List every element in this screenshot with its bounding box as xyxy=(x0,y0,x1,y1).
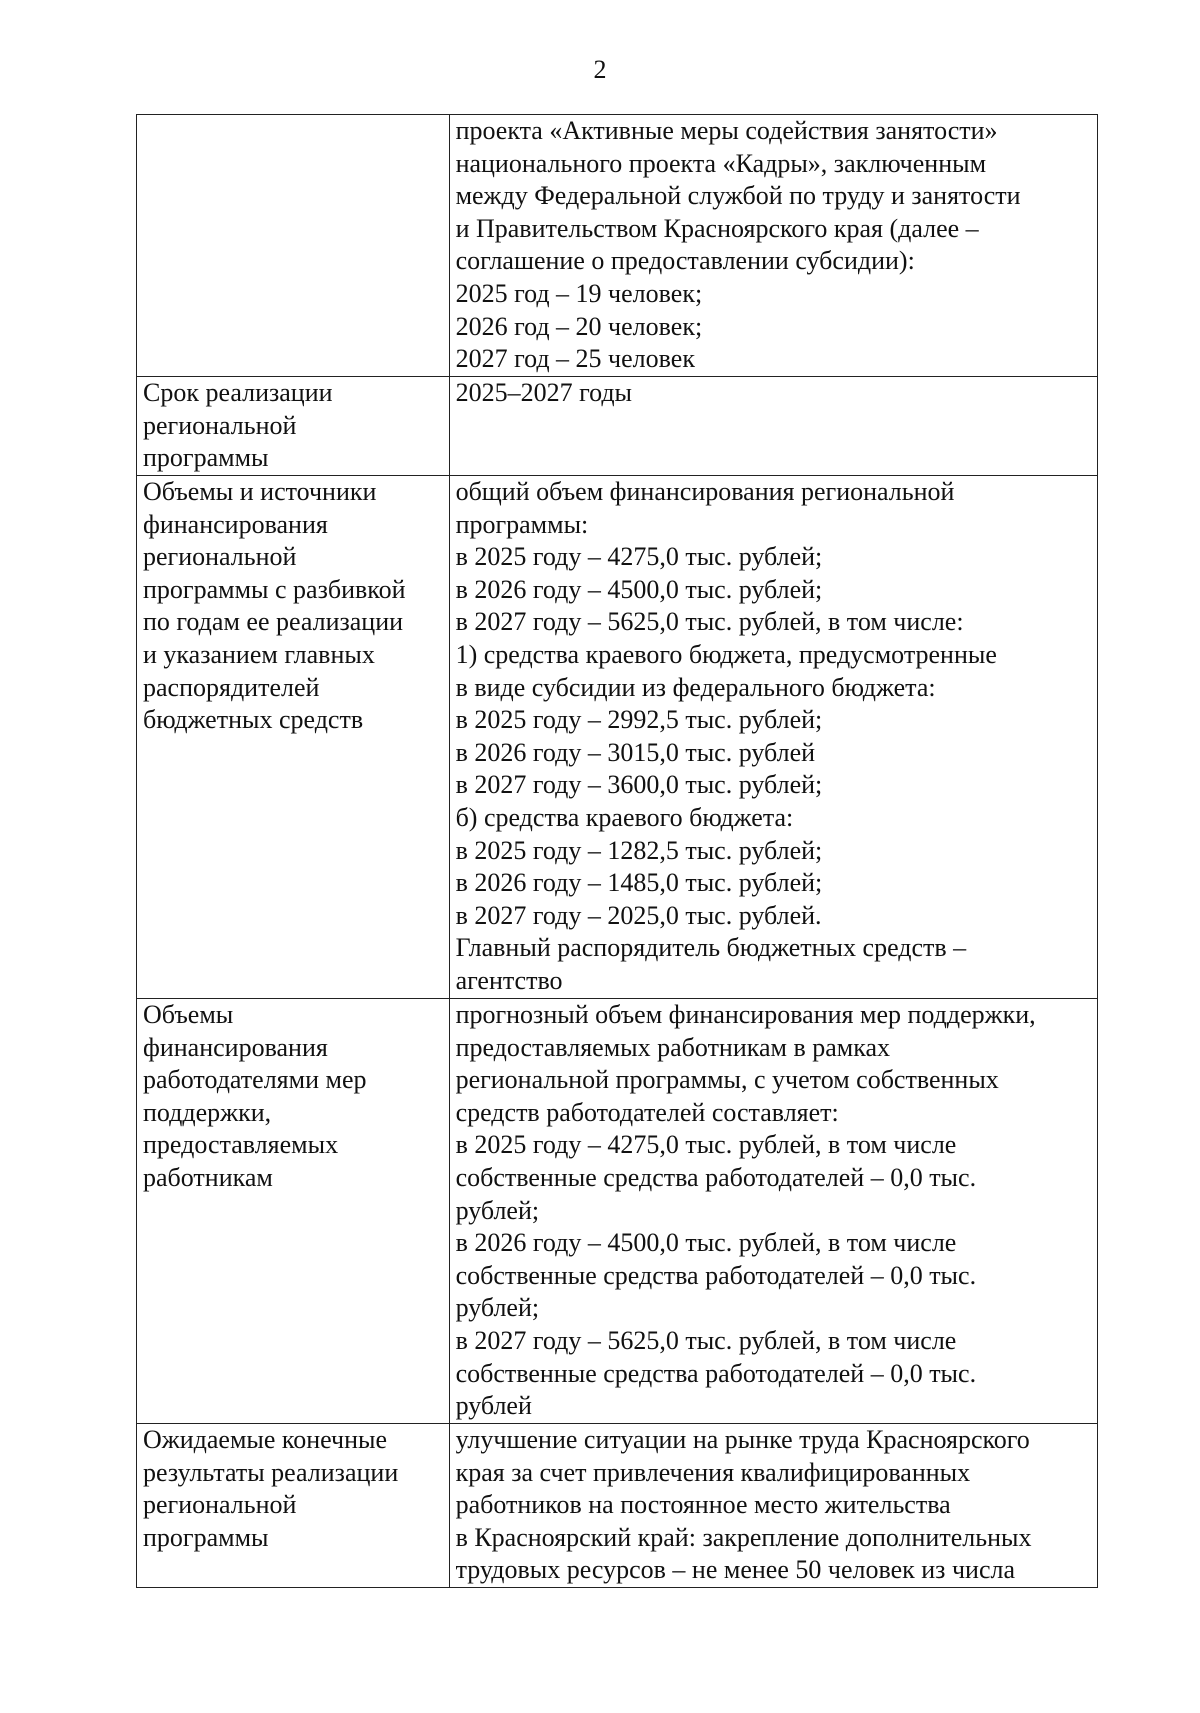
row-content-line: предоставляемых работникам в рамках xyxy=(455,1032,891,1062)
row-content-line: 2025–2027 годы xyxy=(455,378,633,407)
row-label-line: бюджетных средств xyxy=(143,705,364,735)
table-row xyxy=(137,1424,1098,1588)
row-label-line: программы xyxy=(143,1522,269,1552)
row-content-line: в 2027 году – 5625,0 тыс. рублей, в том числе xyxy=(455,1325,957,1355)
row-label-line: программы с разбивкой xyxy=(143,574,406,604)
row-content-line: соглашение о предоставлении субсидии): xyxy=(455,246,915,276)
table-row xyxy=(137,476,1098,999)
row-label-line: региональной xyxy=(143,542,297,572)
table-row xyxy=(137,377,1098,476)
row-label-line: финансирования xyxy=(143,509,328,539)
row-content-line: собственные средства работодателей – 0,0 тыс. xyxy=(455,1260,977,1290)
row-content-line: рублей xyxy=(455,1391,532,1421)
row-content-line: рублей; xyxy=(455,1293,540,1323)
row-content-line: б) средства краевого бюджета: xyxy=(455,802,794,832)
row-content-line: программы: xyxy=(455,509,589,539)
row-content-line: средств работодателей составляет: xyxy=(455,1097,839,1127)
row-content-line: работников на постоянное место жительства xyxy=(455,1490,951,1520)
row-content-line: в 2026 году – 3015,0 тыс. рублей xyxy=(455,737,816,767)
row-content-cell xyxy=(449,115,1097,377)
row-label-cell xyxy=(137,1424,450,1588)
row-content-line: общий объем финансирования региональной xyxy=(455,477,955,506)
row-content-line: между Федеральной службой по труду и занятости xyxy=(455,181,1021,211)
row-label-line: распорядителей xyxy=(143,672,320,702)
row-content-line: в 2027 году – 5625,0 тыс. рублей, в том числе: xyxy=(455,607,964,637)
passport-table xyxy=(136,114,1098,1588)
row-content-line: в 2027 году – 3600,0 тыс. рублей; xyxy=(455,770,823,800)
row-label-line: работникам xyxy=(143,1162,273,1192)
row-content-line: Главный распорядитель бюджетных средств – xyxy=(455,933,967,963)
row-content-line: края за счет привлечения квалифицированных xyxy=(455,1457,971,1487)
row-content-line: прогнозный объем финансирования мер поддержки, xyxy=(455,1000,1036,1029)
row-content-line: в 2027 году – 2025,0 тыс. рублей. xyxy=(455,900,822,930)
row-label-cell xyxy=(137,115,450,377)
row-content-line: собственные средства работодателей – 0,0 тыс. xyxy=(455,1162,977,1192)
row-label-line: финансирования xyxy=(143,1032,328,1062)
row-label-line: поддержки, xyxy=(143,1097,272,1127)
row-label-cell xyxy=(137,476,450,999)
row-content-line: в виде субсидии из федерального бюджета: xyxy=(455,672,936,702)
row-label-cell xyxy=(137,999,450,1424)
row-content-line: собственные средства работодателей – 0,0 тыс. xyxy=(455,1358,977,1388)
row-content-cell xyxy=(449,999,1097,1424)
table-row xyxy=(137,999,1098,1424)
row-content-line: проекта «Активные меры содействия занятости» xyxy=(455,116,998,145)
row-label-line: по годам ее реализации xyxy=(143,607,404,637)
row-content-line: национального проекта «Кадры», заключенным xyxy=(455,148,987,178)
row-label-cell xyxy=(137,377,450,476)
row-content-line: в 2025 году – 1282,5 тыс. рублей; xyxy=(455,835,823,865)
row-content-line: 1) средства краевого бюджета, предусмотренные xyxy=(455,639,997,669)
row-label-line: и указанием главных xyxy=(143,639,375,669)
row-label-line: Объемы и источники xyxy=(143,477,377,506)
row-label-line: Срок реализации xyxy=(143,378,333,407)
row-content-line: в 2026 году – 4500,0 тыс. рублей; xyxy=(455,574,823,604)
table-row xyxy=(137,115,1098,377)
row-content-line: в 2025 году – 2992,5 тыс. рублей; xyxy=(455,705,823,735)
row-label-line: региональной xyxy=(143,410,297,440)
row-content-line: в 2026 году – 4500,0 тыс. рублей, в том числе xyxy=(455,1228,957,1258)
row-content-line: в 2026 году – 1485,0 тыс. рублей; xyxy=(455,868,823,898)
row-content-line: региональной программы, с учетом собственных xyxy=(455,1065,999,1095)
row-label-line: региональной xyxy=(143,1490,297,1520)
row-content-line: трудовых ресурсов – не менее 50 человек из числа xyxy=(455,1555,1015,1585)
row-content-cell xyxy=(449,476,1097,999)
row-content-line: 2027 год – 25 человек xyxy=(455,344,695,374)
row-content-line: в 2025 году – 4275,0 тыс. рублей; xyxy=(455,542,823,572)
row-content-line: рублей; xyxy=(455,1195,540,1225)
row-content-cell xyxy=(449,1424,1097,1588)
row-label-line: результаты реализации xyxy=(143,1457,399,1487)
row-label-line: Ожидаемые конечные xyxy=(143,1425,388,1454)
row-label-line: Объемы xyxy=(143,1000,234,1029)
row-content-line: улучшение ситуации на рынке труда Красноярского xyxy=(455,1425,1030,1454)
row-label-line: программы xyxy=(143,443,269,473)
row-label-line: работодателями мер xyxy=(143,1065,367,1095)
row-label-line: предоставляемых xyxy=(143,1130,339,1160)
row-content-line: агентство xyxy=(455,965,563,995)
row-content-cell xyxy=(449,377,1097,476)
row-content-line: в 2025 году – 4275,0 тыс. рублей, в том числе xyxy=(455,1130,957,1160)
page-number: 2 xyxy=(593,55,607,84)
row-content-line: 2026 год – 20 человек; xyxy=(455,311,703,341)
row-content-line: 2025 год – 19 человек; xyxy=(455,278,703,308)
row-content-line: и Правительством Красноярского края (далее – xyxy=(455,213,979,243)
row-content-line: в Красноярский край: закрепление дополнительных xyxy=(455,1522,1032,1552)
